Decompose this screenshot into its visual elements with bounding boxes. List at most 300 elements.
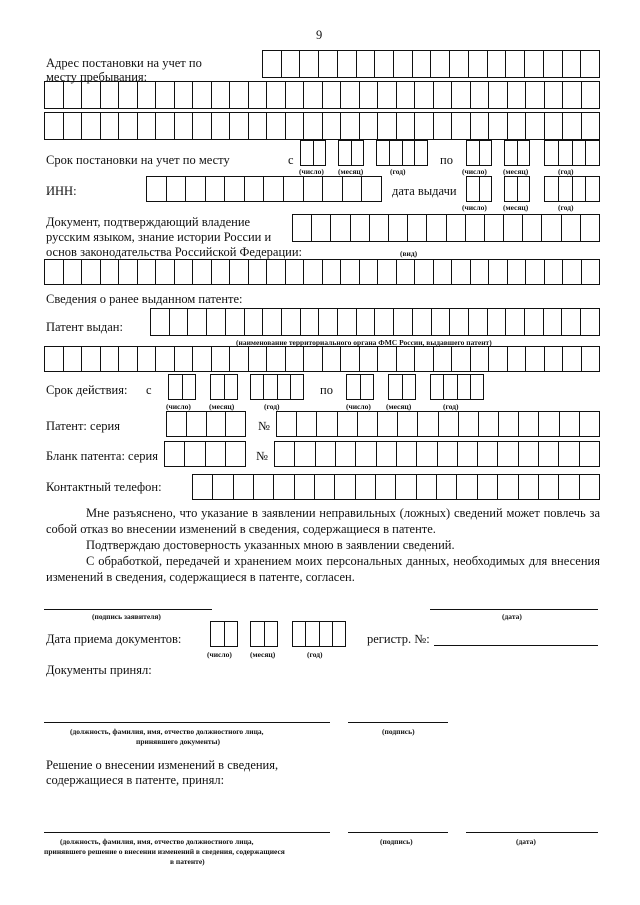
char-cell[interactable]	[582, 113, 601, 139]
char-cell[interactable]	[211, 622, 225, 646]
registration-from-year[interactable]	[376, 140, 428, 166]
char-cell[interactable]	[431, 375, 444, 399]
char-cell[interactable]	[304, 82, 323, 108]
address-field-row2[interactable]	[44, 81, 600, 109]
char-cell[interactable]	[331, 215, 350, 241]
patent-validity-to-day[interactable]	[346, 374, 374, 400]
char-cell[interactable]	[378, 260, 397, 284]
char-cell[interactable]	[362, 177, 382, 201]
patent-validity-from-month[interactable]	[210, 374, 238, 400]
char-cell[interactable]	[119, 113, 138, 139]
char-cell[interactable]	[471, 113, 490, 139]
accepting-signature-line[interactable]	[348, 722, 448, 723]
char-cell[interactable]	[488, 309, 507, 335]
patent-validity-to-month[interactable]	[388, 374, 416, 400]
char-cell[interactable]	[277, 412, 297, 436]
char-cell[interactable]	[263, 309, 282, 335]
char-cell[interactable]	[147, 177, 167, 201]
blank-series-field[interactable]	[164, 441, 246, 467]
char-cell[interactable]	[347, 375, 361, 399]
char-cell[interactable]	[234, 475, 254, 499]
char-cell[interactable]	[225, 177, 245, 201]
char-cell[interactable]	[459, 412, 479, 436]
char-cell[interactable]	[508, 113, 527, 139]
char-cell[interactable]	[452, 113, 471, 139]
char-cell[interactable]	[151, 309, 170, 335]
char-cell[interactable]	[508, 260, 527, 284]
char-cell[interactable]	[45, 82, 64, 108]
char-cell[interactable]	[282, 309, 301, 335]
patent-issued-by-field[interactable]	[150, 308, 600, 336]
char-cell[interactable]	[418, 412, 438, 436]
char-cell[interactable]	[351, 215, 370, 241]
char-cell[interactable]	[230, 82, 249, 108]
char-cell[interactable]	[450, 309, 469, 335]
char-cell[interactable]	[225, 622, 239, 646]
char-cell[interactable]	[319, 309, 338, 335]
char-cell[interactable]	[563, 347, 582, 371]
char-cell[interactable]	[360, 113, 379, 139]
acceptance-month[interactable]	[250, 621, 278, 647]
char-cell[interactable]	[559, 475, 579, 499]
char-cell[interactable]	[518, 177, 531, 201]
char-cell[interactable]	[101, 347, 120, 371]
char-cell[interactable]	[264, 375, 277, 399]
char-cell[interactable]	[415, 260, 434, 284]
char-cell[interactable]	[45, 260, 64, 284]
char-cell[interactable]	[167, 412, 187, 436]
char-cell[interactable]	[249, 82, 268, 108]
char-cell[interactable]	[323, 347, 342, 371]
char-cell[interactable]	[485, 215, 504, 241]
char-cell[interactable]	[306, 622, 319, 646]
char-cell[interactable]	[415, 113, 434, 139]
char-cell[interactable]	[545, 260, 564, 284]
char-cell[interactable]	[582, 82, 601, 108]
char-cell[interactable]	[293, 215, 312, 241]
char-cell[interactable]	[193, 113, 212, 139]
char-cell[interactable]	[458, 375, 471, 399]
char-cell[interactable]	[434, 347, 453, 371]
char-cell[interactable]	[339, 141, 352, 165]
address-field-row1[interactable]	[262, 50, 600, 78]
char-cell[interactable]	[300, 51, 319, 77]
char-cell[interactable]	[415, 347, 434, 371]
char-cell[interactable]	[469, 51, 488, 77]
char-cell[interactable]	[480, 177, 493, 201]
char-cell[interactable]	[319, 51, 338, 77]
char-cell[interactable]	[312, 215, 331, 241]
char-cell[interactable]	[64, 82, 83, 108]
char-cell[interactable]	[489, 260, 508, 284]
char-cell[interactable]	[119, 260, 138, 284]
char-cell[interactable]	[545, 82, 564, 108]
char-cell[interactable]	[403, 141, 416, 165]
char-cell[interactable]	[45, 113, 64, 139]
char-cell[interactable]	[193, 347, 212, 371]
char-cell[interactable]	[361, 375, 375, 399]
char-cell[interactable]	[358, 412, 378, 436]
char-cell[interactable]	[206, 442, 226, 466]
char-cell[interactable]	[573, 141, 587, 165]
char-cell[interactable]	[267, 113, 286, 139]
inn-field[interactable]	[146, 176, 382, 202]
char-cell[interactable]	[291, 375, 304, 399]
char-cell[interactable]	[187, 412, 207, 436]
applicant-signature-line[interactable]	[44, 609, 212, 610]
char-cell[interactable]	[480, 141, 493, 165]
char-cell[interactable]	[167, 177, 187, 201]
char-cell[interactable]	[275, 442, 295, 466]
char-cell[interactable]	[403, 375, 417, 399]
char-cell[interactable]	[376, 475, 396, 499]
char-cell[interactable]	[508, 82, 527, 108]
char-cell[interactable]	[499, 412, 519, 436]
char-cell[interactable]	[505, 177, 518, 201]
char-cell[interactable]	[333, 622, 346, 646]
char-cell[interactable]	[539, 442, 559, 466]
char-cell[interactable]	[525, 309, 544, 335]
char-cell[interactable]	[251, 375, 264, 399]
char-cell[interactable]	[526, 260, 545, 284]
char-cell[interactable]	[544, 309, 563, 335]
char-cell[interactable]	[432, 309, 451, 335]
char-cell[interactable]	[542, 215, 561, 241]
char-cell[interactable]	[360, 347, 379, 371]
char-cell[interactable]	[467, 141, 480, 165]
char-cell[interactable]	[518, 141, 531, 165]
accepting-official-line[interactable]	[44, 722, 330, 723]
char-cell[interactable]	[263, 51, 282, 77]
char-cell[interactable]	[582, 347, 601, 371]
char-cell[interactable]	[251, 622, 265, 646]
char-cell[interactable]	[580, 412, 600, 436]
char-cell[interactable]	[498, 442, 518, 466]
char-cell[interactable]	[452, 82, 471, 108]
char-cell[interactable]	[544, 51, 563, 77]
char-cell[interactable]	[506, 51, 525, 77]
char-cell[interactable]	[336, 442, 356, 466]
char-cell[interactable]	[378, 113, 397, 139]
char-cell[interactable]	[82, 113, 101, 139]
char-cell[interactable]	[586, 141, 600, 165]
char-cell[interactable]	[156, 82, 175, 108]
language-doc-type-field[interactable]	[292, 214, 600, 242]
char-cell[interactable]	[545, 141, 559, 165]
char-cell[interactable]	[378, 82, 397, 108]
char-cell[interactable]	[489, 347, 508, 371]
char-cell[interactable]	[525, 51, 544, 77]
char-cell[interactable]	[447, 215, 466, 241]
char-cell[interactable]	[226, 442, 246, 466]
char-cell[interactable]	[101, 260, 120, 284]
char-cell[interactable]	[389, 375, 403, 399]
char-cell[interactable]	[559, 141, 573, 165]
char-cell[interactable]	[560, 412, 580, 436]
char-cell[interactable]	[211, 375, 225, 399]
char-cell[interactable]	[397, 442, 417, 466]
char-cell[interactable]	[188, 309, 207, 335]
char-cell[interactable]	[559, 177, 573, 201]
char-cell[interactable]	[304, 347, 323, 371]
registration-to-year[interactable]	[544, 140, 600, 166]
char-cell[interactable]	[119, 347, 138, 371]
char-cell[interactable]	[398, 412, 418, 436]
char-cell[interactable]	[323, 113, 342, 139]
char-cell[interactable]	[434, 82, 453, 108]
char-cell[interactable]	[212, 113, 231, 139]
char-cell[interactable]	[274, 475, 294, 499]
char-cell[interactable]	[479, 412, 499, 436]
char-cell[interactable]	[508, 347, 527, 371]
char-cell[interactable]	[519, 442, 539, 466]
char-cell[interactable]	[249, 347, 268, 371]
char-cell[interactable]	[284, 177, 304, 201]
char-cell[interactable]	[45, 347, 64, 371]
char-cell[interactable]	[471, 375, 484, 399]
char-cell[interactable]	[338, 309, 357, 335]
char-cell[interactable]	[138, 82, 157, 108]
inn-issue-month[interactable]	[504, 176, 530, 202]
char-cell[interactable]	[562, 215, 581, 241]
char-cell[interactable]	[377, 442, 397, 466]
char-cell[interactable]	[286, 347, 305, 371]
char-cell[interactable]	[360, 82, 379, 108]
char-cell[interactable]	[101, 113, 120, 139]
char-cell[interactable]	[357, 51, 376, 77]
char-cell[interactable]	[341, 260, 360, 284]
char-cell[interactable]	[335, 475, 355, 499]
char-cell[interactable]	[338, 51, 357, 77]
char-cell[interactable]	[267, 347, 286, 371]
char-cell[interactable]	[278, 375, 291, 399]
char-cell[interactable]	[64, 113, 83, 139]
phone-field[interactable]	[192, 474, 600, 500]
char-cell[interactable]	[563, 113, 582, 139]
char-cell[interactable]	[444, 375, 457, 399]
char-cell[interactable]	[206, 177, 226, 201]
char-cell[interactable]	[119, 82, 138, 108]
char-cell[interactable]	[295, 442, 315, 466]
char-cell[interactable]	[320, 622, 333, 646]
char-cell[interactable]	[360, 260, 379, 284]
char-cell[interactable]	[545, 113, 564, 139]
char-cell[interactable]	[467, 177, 480, 201]
char-cell[interactable]	[82, 347, 101, 371]
char-cell[interactable]	[394, 51, 413, 77]
char-cell[interactable]	[519, 412, 539, 436]
char-cell[interactable]	[249, 260, 268, 284]
char-cell[interactable]	[489, 113, 508, 139]
char-cell[interactable]	[207, 412, 227, 436]
patent-number-field[interactable]	[276, 411, 600, 437]
char-cell[interactable]	[64, 347, 83, 371]
char-cell[interactable]	[397, 347, 416, 371]
patent-series-field[interactable]	[166, 411, 246, 437]
char-cell[interactable]	[317, 412, 337, 436]
char-cell[interactable]	[539, 412, 559, 436]
registration-from-month[interactable]	[338, 140, 364, 166]
char-cell[interactable]	[264, 177, 284, 201]
char-cell[interactable]	[156, 260, 175, 284]
char-cell[interactable]	[581, 215, 600, 241]
patent-validity-to-year[interactable]	[430, 374, 484, 400]
char-cell[interactable]	[389, 215, 408, 241]
char-cell[interactable]	[101, 82, 120, 108]
char-cell[interactable]	[225, 375, 239, 399]
char-cell[interactable]	[563, 260, 582, 284]
char-cell[interactable]	[286, 260, 305, 284]
char-cell[interactable]	[212, 347, 231, 371]
char-cell[interactable]	[466, 215, 485, 241]
char-cell[interactable]	[488, 51, 507, 77]
decision-date-line[interactable]	[466, 832, 598, 833]
char-cell[interactable]	[573, 177, 587, 201]
char-cell[interactable]	[478, 442, 498, 466]
char-cell[interactable]	[156, 113, 175, 139]
char-cell[interactable]	[226, 412, 246, 436]
char-cell[interactable]	[183, 375, 197, 399]
char-cell[interactable]	[316, 442, 336, 466]
char-cell[interactable]	[397, 82, 416, 108]
blank-number-field[interactable]	[274, 441, 600, 467]
char-cell[interactable]	[267, 82, 286, 108]
char-cell[interactable]	[175, 113, 194, 139]
char-cell[interactable]	[82, 82, 101, 108]
char-cell[interactable]	[138, 113, 157, 139]
char-cell[interactable]	[471, 347, 490, 371]
registration-from-day[interactable]	[300, 140, 326, 166]
char-cell[interactable]	[249, 113, 268, 139]
char-cell[interactable]	[417, 475, 437, 499]
char-cell[interactable]	[314, 141, 327, 165]
char-cell[interactable]	[471, 82, 490, 108]
char-cell[interactable]	[434, 260, 453, 284]
char-cell[interactable]	[230, 347, 249, 371]
char-cell[interactable]	[563, 51, 582, 77]
patent-validity-from-day[interactable]	[168, 374, 196, 400]
char-cell[interactable]	[539, 475, 559, 499]
char-cell[interactable]	[245, 309, 264, 335]
char-cell[interactable]	[526, 347, 545, 371]
char-cell[interactable]	[506, 309, 525, 335]
char-cell[interactable]	[226, 309, 245, 335]
char-cell[interactable]	[165, 442, 185, 466]
char-cell[interactable]	[378, 347, 397, 371]
char-cell[interactable]	[338, 412, 358, 436]
registration-to-day[interactable]	[466, 140, 492, 166]
char-cell[interactable]	[286, 113, 305, 139]
char-cell[interactable]	[304, 113, 323, 139]
char-cell[interactable]	[431, 51, 450, 77]
char-cell[interactable]	[267, 260, 286, 284]
char-cell[interactable]	[586, 177, 600, 201]
char-cell[interactable]	[498, 475, 518, 499]
char-cell[interactable]	[265, 622, 279, 646]
char-cell[interactable]	[526, 82, 545, 108]
char-cell[interactable]	[323, 177, 343, 201]
char-cell[interactable]	[471, 260, 490, 284]
char-cell[interactable]	[375, 51, 394, 77]
patent-issued-by-field-row2[interactable]	[44, 346, 600, 372]
char-cell[interactable]	[545, 347, 564, 371]
char-cell[interactable]	[563, 82, 582, 108]
char-cell[interactable]	[489, 82, 508, 108]
char-cell[interactable]	[377, 141, 390, 165]
char-cell[interactable]	[427, 215, 446, 241]
char-cell[interactable]	[341, 113, 360, 139]
char-cell[interactable]	[138, 347, 157, 371]
char-cell[interactable]	[357, 309, 376, 335]
char-cell[interactable]	[64, 260, 83, 284]
char-cell[interactable]	[505, 141, 518, 165]
char-cell[interactable]	[356, 475, 376, 499]
char-cell[interactable]	[434, 113, 453, 139]
char-cell[interactable]	[301, 309, 320, 335]
acceptance-day[interactable]	[210, 621, 238, 647]
char-cell[interactable]	[452, 260, 471, 284]
acceptance-year[interactable]	[292, 621, 346, 647]
char-cell[interactable]	[559, 442, 579, 466]
char-cell[interactable]	[396, 475, 416, 499]
char-cell[interactable]	[245, 177, 265, 201]
char-cell[interactable]	[581, 309, 600, 335]
char-cell[interactable]	[352, 141, 365, 165]
registration-number-line[interactable]	[434, 645, 598, 646]
char-cell[interactable]	[213, 475, 233, 499]
language-doc-details-field[interactable]	[44, 259, 600, 285]
char-cell[interactable]	[82, 260, 101, 284]
char-cell[interactable]	[417, 442, 437, 466]
inn-issue-day[interactable]	[466, 176, 492, 202]
patent-validity-from-year[interactable]	[250, 374, 304, 400]
char-cell[interactable]	[304, 177, 324, 201]
char-cell[interactable]	[450, 51, 469, 77]
char-cell[interactable]	[378, 412, 398, 436]
char-cell[interactable]	[301, 141, 314, 165]
char-cell[interactable]	[415, 141, 428, 165]
char-cell[interactable]	[169, 375, 183, 399]
char-cell[interactable]	[282, 51, 301, 77]
char-cell[interactable]	[315, 475, 335, 499]
char-cell[interactable]	[523, 215, 542, 241]
char-cell[interactable]	[458, 442, 478, 466]
char-cell[interactable]	[341, 347, 360, 371]
char-cell[interactable]	[545, 177, 559, 201]
inn-issue-year[interactable]	[544, 176, 600, 202]
char-cell[interactable]	[457, 475, 477, 499]
char-cell[interactable]	[293, 622, 306, 646]
char-cell[interactable]	[212, 260, 231, 284]
decision-official-line[interactable]	[44, 832, 330, 833]
char-cell[interactable]	[295, 475, 315, 499]
char-cell[interactable]	[519, 475, 539, 499]
char-cell[interactable]	[452, 347, 471, 371]
char-cell[interactable]	[343, 177, 363, 201]
char-cell[interactable]	[469, 309, 488, 335]
char-cell[interactable]	[413, 309, 432, 335]
char-cell[interactable]	[156, 347, 175, 371]
char-cell[interactable]	[580, 442, 600, 466]
char-cell[interactable]	[375, 309, 394, 335]
char-cell[interactable]	[580, 475, 600, 499]
char-cell[interactable]	[581, 51, 600, 77]
char-cell[interactable]	[526, 113, 545, 139]
char-cell[interactable]	[437, 475, 457, 499]
char-cell[interactable]	[562, 309, 581, 335]
char-cell[interactable]	[212, 82, 231, 108]
char-cell[interactable]	[304, 260, 323, 284]
